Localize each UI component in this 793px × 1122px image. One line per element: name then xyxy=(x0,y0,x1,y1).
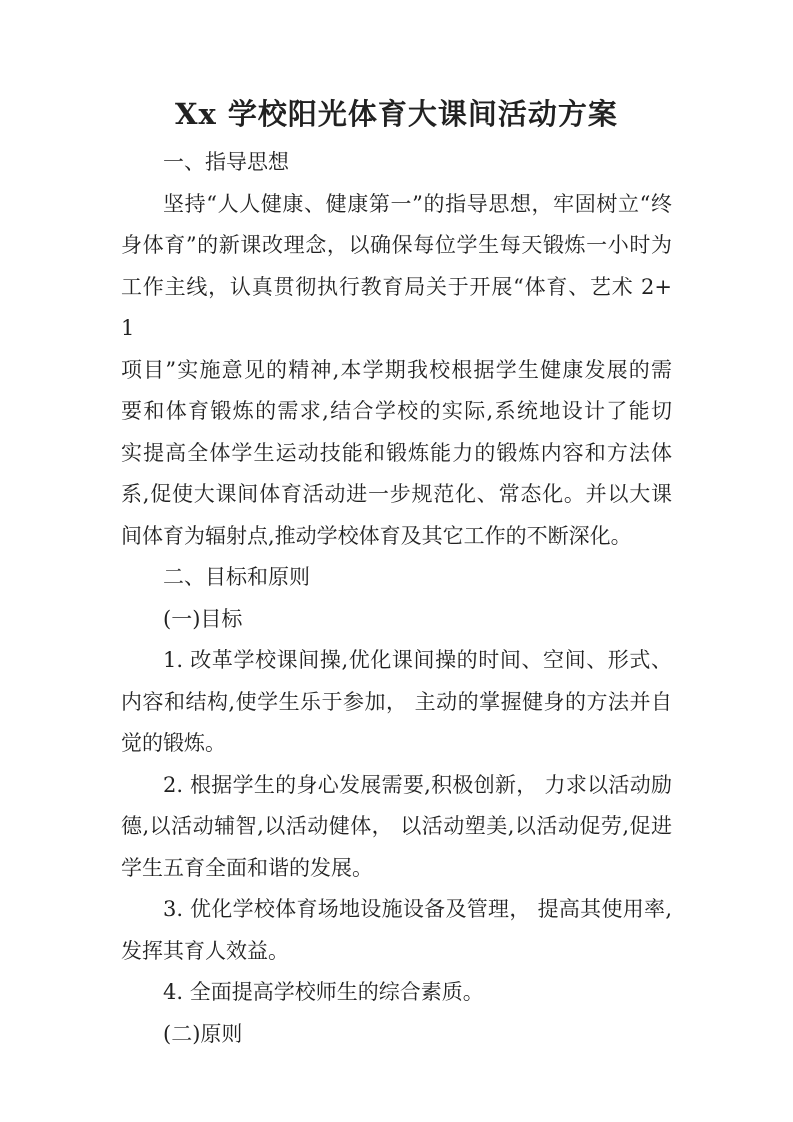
paragraph-6-line-3: 学生五育全面和谐的发展。 xyxy=(121,855,373,880)
paragraph-2-line-5: 要和体育锻炼的需求,结合学校的实际,系统地设计了能切 xyxy=(121,399,672,423)
paragraph-1-line-1: 一、指导思想 xyxy=(163,150,289,174)
doc-title: Xx 学校阳光体育大课间活动方案 xyxy=(175,97,618,131)
paragraph-2-line-8: 间体育为辐射点,推动学校体育及其它工作的不断深化。 xyxy=(121,523,632,548)
paragraph-6-line-2: 德,以活动辅智,以活动健体， 以活动塑美,以活动促劳,促进 xyxy=(121,814,672,838)
paragraph-2-line-3: 工作主线，认真贯彻执行教育局关于开展“体育、艺术 2+ 1 xyxy=(121,274,672,340)
doc-body xyxy=(121,142,672,1055)
paragraph-6-line-1: 2. 根据学生的身心发展需要,积极创新， 力求以活动励 xyxy=(163,772,672,797)
paragraph-7-line-1: 3. 优化学校体育场地设施设备及管理， 提高其使用率, xyxy=(163,897,672,921)
paragraph-5-line-3: 觉的锻炼。 xyxy=(121,731,226,755)
paragraph-4-line-1: (一)目标 xyxy=(163,606,243,631)
paragraph-9-line-1: (二)原则 xyxy=(163,1021,243,1046)
paragraph-8-line-1: 4. 全面提高学校师生的综合素质。 xyxy=(163,980,484,1004)
paragraph-5-line-1: 1. 改革学校课间操,优化课间操的时间、空间、形式、 xyxy=(163,648,672,672)
paragraph-2-line-2: 身体育”的新课改理念，以确保每位学生每天锻炼一小时为 xyxy=(121,233,672,257)
paragraph-2-line-6: 实提高全体学生运动技能和锻炼能力的锻炼内容和方法体 xyxy=(121,440,672,465)
paragraph-2-line-1: 坚持“人人健康、健康第一”的指导思想，牢固树立“终 xyxy=(163,191,672,216)
paragraph-3-line-1: 二、目标和原则 xyxy=(163,565,310,589)
paragraph-5-line-2: 内容和结构,使学生乐于参加， 主动的掌握健身的方法并自 xyxy=(121,689,672,714)
paragraph-2-line-4: 项目”实施意见的精神,本学期我校根据学生健康发展的需 xyxy=(121,357,672,382)
paragraph-7-line-2: 发挥其育人效益。 xyxy=(121,938,289,963)
paragraph-2-line-7: 系,促使大课间体育活动进一步规范化、常态化。并以大课 xyxy=(121,482,672,506)
